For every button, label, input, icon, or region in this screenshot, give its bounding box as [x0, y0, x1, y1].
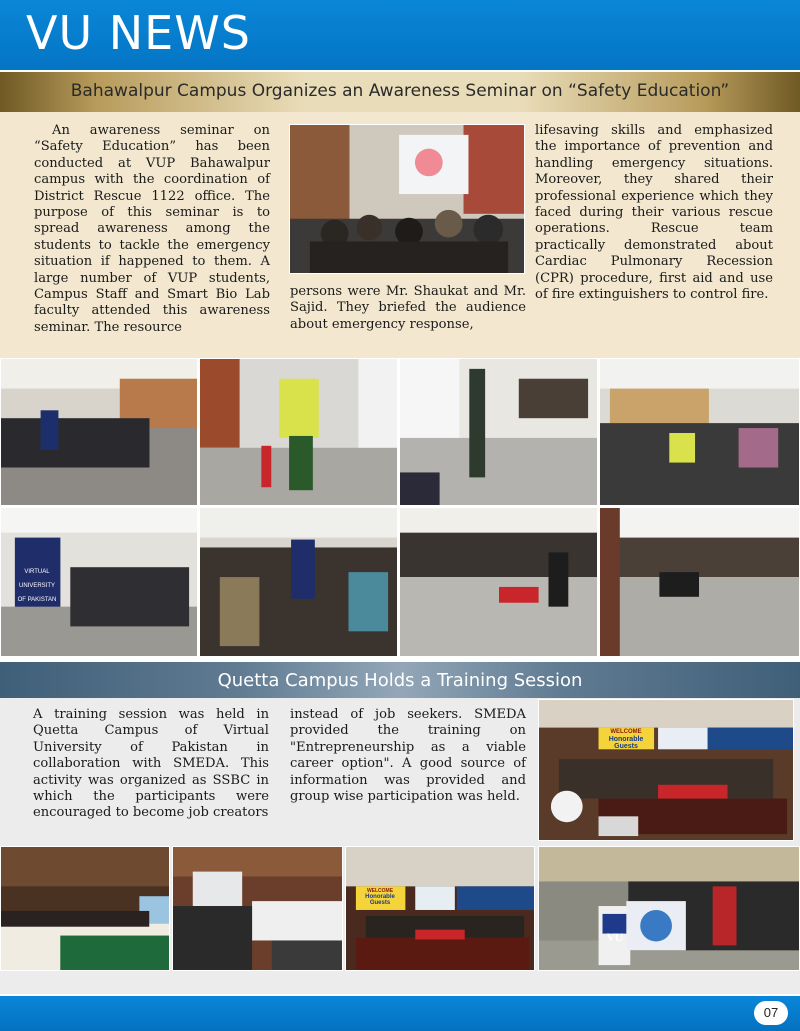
quetta-guests-stage-photo	[345, 846, 535, 971]
grid-photo-seated-students	[199, 507, 398, 657]
masthead-title: VU NEWS	[26, 6, 251, 60]
vu-logo-standee: VU	[606, 933, 624, 944]
guests-banner-text	[355, 888, 405, 906]
grid-photo-fire-extinguisher	[199, 358, 398, 506]
grid-photo-cpr-demo	[399, 507, 598, 657]
page-number: 07	[754, 1001, 788, 1025]
welcome-label-2: WELCOME	[366, 888, 394, 894]
grid-photo-speaker	[399, 358, 598, 506]
footer-bar	[0, 996, 800, 1031]
grid-photo-hall-audience	[0, 358, 198, 506]
welcome-label: WELCOME	[610, 729, 642, 735]
grid-photo-cpr-hall	[599, 507, 800, 657]
seminar-projector-photo	[289, 124, 525, 274]
quetta-training-room-photo	[172, 846, 343, 971]
article2-title: Quetta Campus Holds a Training Session	[217, 670, 583, 691]
honorable-guests-label: Honorable Guests	[608, 736, 644, 750]
article1-column-3: lifesaving skills and emphasized the importance of prevention and handling emergency situations. Moreover, they shared their professional experience which they faced during their various rescue operations. Rescue team practically demonstrated about Cardiac Pulmonary Recession (CPR) procedure, first aid and use of fire extinguishers to control fire.	[535, 123, 773, 303]
article1-column-2: persons were Mr. Shaukat and Mr. Sajid. They briefed the audience about emergency response,	[290, 284, 526, 332]
quetta-stage-photo	[538, 699, 794, 841]
vu-standee-text: VIRTUAL UNIVERSITY OF PAKISTAN	[17, 569, 57, 603]
article1-column-1: An awareness seminar on “Safety Education” has been conducted at VUP Bahawalpur campus with the coordination of District Rescue 1122 office. The purpose of this seminar is to spread awareness among the students to tackle the emergency situation if happened to them. A large number of VUP students, Campus Staff and Smart Bio Lab faculty attended this awareness seminar. The resource	[34, 123, 270, 335]
honorable-guests-label-2: Honorable Guests	[365, 894, 395, 906]
quetta-conference-room-photo	[0, 846, 170, 971]
welcome-banner-text	[598, 729, 654, 750]
article2-column-1: A training session was held in Quetta Campus of Virtual University of Pakistan in collaboration with SMEDA. This activity was organized as SSBC in which the participants were encouraged to become job creators	[33, 707, 269, 821]
quetta-group-photo	[538, 846, 800, 971]
article1-title: Bahawalpur Campus Organizes an Awareness Seminar on “Safety Education”	[70, 81, 730, 101]
grid-photo-audience-right	[599, 358, 800, 506]
article2-column-2: instead of job seekers. SMEDA provided the training on "Entrepreneurship as a viable career option". A good source of information was provided and group wise participation was held.	[290, 707, 526, 805]
